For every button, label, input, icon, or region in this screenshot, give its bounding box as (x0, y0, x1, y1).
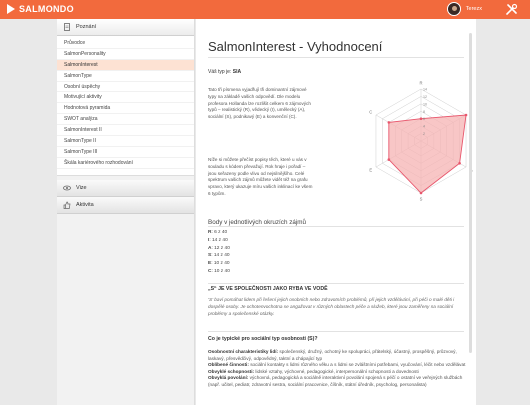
detail-text: společenský, družný, ochotný ke spolupráci, přátelský, účastný, prospěšný, průzvový, laskavý, přesvědčivý, odpovědný, taktní a chápající typ (208, 349, 457, 361)
radar-axis-label-R: R (419, 80, 423, 86)
detail-text: výchovná, pedagogická a sociálně interaktivní povolání spojená s péčí o ostatní ve veřejných službách (např. učitel, pediatr, zdravotní sestra, sociální pracovnice, číšník, státní úředník, psycholog, personalista) (208, 375, 463, 387)
sidebar-section-aktivita[interactable] (57, 197, 194, 214)
sidebar-item-salmonpersonality[interactable]: SalmonPersonality (57, 49, 194, 60)
sidebar-item-salmontype[interactable]: SalmonType (57, 71, 194, 82)
score-value: : 10 z 40 (211, 261, 230, 267)
radar-point-I (465, 114, 468, 117)
typical-details (208, 349, 466, 389)
detail-line (208, 349, 466, 362)
detail-line (208, 375, 466, 388)
sidebar-section-poznani[interactable] (57, 19, 194, 36)
detail-label: Oblíbené činnosti: (208, 362, 249, 368)
divider (208, 331, 464, 332)
page-title: SalmonInterest - Vyhodnocení (208, 39, 383, 54)
radar-tick-label: 4 (423, 124, 425, 129)
score-item (208, 237, 230, 245)
section-heading: „S“ JE VE SPOLEČNOSTI JAKO RYBA VE VODĚ (208, 286, 328, 292)
divider (208, 226, 464, 227)
eye-icon (63, 184, 71, 192)
radar-point-S (420, 192, 423, 195)
sidebar-section-label: Poznání (76, 24, 97, 30)
detail-label: Obvyklá povolání: (208, 375, 249, 381)
radar-axis-label-E: E (369, 167, 373, 173)
detail-label: Osobnostní charakteristiky lidí: (208, 349, 279, 354)
sidebar-item--k-la-kari-rov-ho-rozhodov-n-[interactable]: Škála kariérového rozhodování (57, 158, 194, 169)
detail-text: sociální kontakty s lidmi různého věku a s lidmi se zvláštními potřebami, vyučování, léčit nebo vzdělávat (248, 362, 466, 368)
divider (208, 57, 464, 58)
typical-heading: Co je typické pro sociální typ osobnosti (S)? (208, 336, 318, 342)
radar-tick-label: 2 (423, 132, 425, 137)
score-letter: C (208, 268, 212, 274)
scores-list (208, 229, 230, 276)
radar-point-C (388, 121, 391, 124)
user-name: Terezx (465, 6, 482, 12)
score-item (208, 260, 230, 268)
detail-line (208, 369, 466, 376)
tools-icon[interactable] (505, 3, 518, 16)
score-letter: E (208, 261, 212, 267)
score-value: : 14 z 40 (209, 237, 228, 243)
score-value: : 10 z 40 (211, 268, 230, 274)
sidebar-nav-list (57, 36, 194, 176)
score-letter: R (208, 230, 212, 235)
thumbs-up-icon (63, 201, 71, 209)
score-value: : 6 z 40 (211, 230, 228, 235)
brand[interactable] (6, 3, 74, 15)
radar-point-A (458, 162, 461, 165)
radar-chart (366, 67, 476, 209)
radar-axis-label-C: C (369, 109, 373, 115)
sidebar-item-swot-anal-za[interactable]: SWOT analýza (57, 114, 194, 125)
section-italic: ‘S’ baví pomáhat lidem při řešení jejich osobních nebo zdravotních problémů, při jejich vzdělávání, při péči o malé děti i dospělé osoby. Je ochotenvochotna se angažovat v různých oblastech péče a služeb, které jsou zaměřeny na sociální problémy a společenské otázky. (208, 297, 455, 316)
detail-text: lidské vztahy, výchovné, pedagogické, interpersonální schopnosti a dovednosti (254, 368, 419, 374)
sidebar-item-pr-vodce[interactable]: Průvodce (57, 38, 194, 49)
sidebar-item-salmoninterest-ii[interactable]: SalmonInterest II (57, 125, 194, 136)
score-item (208, 229, 230, 237)
score-item (208, 268, 230, 276)
type-line (208, 69, 241, 75)
score-letter: A (208, 245, 212, 251)
main-content (196, 19, 476, 405)
divider (208, 283, 464, 284)
sidebar-item-salmontype-ii[interactable]: SalmonType II (57, 136, 194, 147)
radar-axis-label-S: S (419, 196, 423, 202)
detail-label: Obvyklé schopnosti: (208, 368, 255, 374)
detail-line (208, 362, 466, 369)
brand-name: SALMONDO (19, 4, 74, 14)
radar-tick-label: 10 (423, 102, 427, 107)
avatar[interactable] (447, 2, 461, 16)
top-bar (0, 0, 530, 19)
sidebar-item-salmoninterest[interactable]: SalmonInterest (57, 60, 194, 71)
sidebar-item-motivuj-c-aktivity[interactable]: Motivující aktivity (57, 92, 194, 103)
type-value: SIA (232, 69, 242, 75)
sidebar-section-label: Aktivita (76, 201, 94, 208)
score-value: : 12 z 40 (211, 245, 230, 251)
scrollbar[interactable] (469, 33, 472, 353)
radar-point-R (420, 117, 423, 120)
radar-tick-label: 12 (423, 94, 427, 99)
scores-title: Body v jednotlivých okruzích zájmů (208, 219, 306, 226)
radar-point-E (388, 158, 391, 161)
score-letter: S (208, 253, 212, 259)
radar-tick-label: 6 (423, 117, 425, 122)
play-icon (6, 3, 16, 15)
radar-tick-label: 14 (423, 87, 427, 92)
sidebar-item-salmontype-iii[interactable]: SalmonType III (57, 147, 194, 158)
document-icon (63, 23, 71, 31)
sidebar-section-vize[interactable] (57, 180, 194, 197)
sidebar-item-osobn-sp-chy[interactable]: Osobní úspěchy (57, 82, 194, 93)
type-label: Váš typ je: (208, 69, 232, 75)
sidebar (57, 19, 195, 405)
explanation-paragraph: Níže si můžete přečíst popisy těch, které u vás v souladu s kódem převažují. Rok hraje i pořadí – jsou seřazeny podle vlivu od nejsilnějšího. Celé spektrum vašich zájmů můžete vidět též na grafu vpravo, který ukazuje míru vašich inklinací ke všem 6 typům. (208, 157, 313, 196)
score-item (208, 252, 230, 260)
sidebar-item-hodnotov-pyramida[interactable]: Hodnotová pyramida (57, 103, 194, 114)
score-value: : 14 z 40 (211, 253, 230, 259)
score-letter: I (208, 237, 210, 243)
user-menu[interactable] (447, 2, 482, 16)
score-item (208, 245, 230, 253)
radar-tick-label: 8 (423, 109, 425, 114)
intro-paragraph: Tato tři písmena vyjadřují tři dominantní zájmové typy na základě vašich odpovědí. Dle modelu profesora Hollanda lze rozlišit celkem 6 zájmových typů – realistický (R), vědecký (I), umělecký (A), sociální (S), podnikavý (E) a konvenční (C). (208, 87, 311, 120)
sidebar-section-label: Vize (76, 184, 87, 191)
